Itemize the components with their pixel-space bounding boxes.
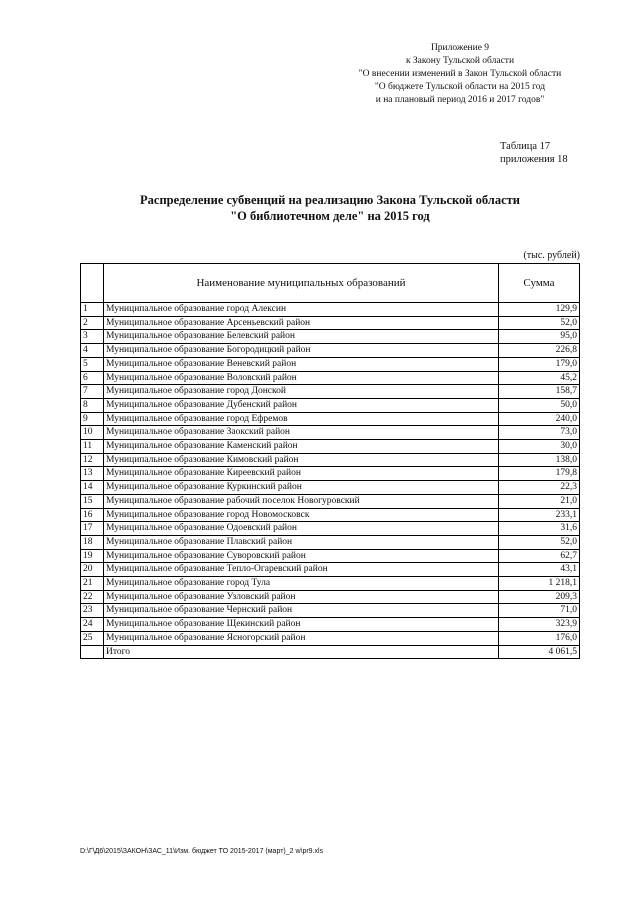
table-row xyxy=(81,590,580,604)
cell-sum: 22,3 xyxy=(499,481,580,495)
cell-name: Муниципальное образование город Ефремов xyxy=(104,412,499,426)
cell-num: 23 xyxy=(81,604,104,618)
cell-num: 16 xyxy=(81,508,104,522)
cell-num: 13 xyxy=(81,467,104,481)
cell-num: 14 xyxy=(81,481,104,495)
cell-num: 17 xyxy=(81,522,104,536)
cell-num: 18 xyxy=(81,535,104,549)
cell-sum: 73,0 xyxy=(499,426,580,440)
cell-name: Муниципальное образование Узловский район xyxy=(104,590,499,604)
cell-name: Муниципальное образование рабочий поселок Новогуровский xyxy=(104,494,499,508)
cell-num: 5 xyxy=(81,357,104,371)
cell-name: Муниципальное образование Киреевский район xyxy=(104,467,499,481)
table-row xyxy=(81,398,580,412)
cell-name: Муниципальное образование Чернский район xyxy=(104,604,499,618)
table-row xyxy=(81,604,580,618)
cell-name: Муниципальное образование Арсеньевский район xyxy=(104,316,499,330)
appendix-line: к Закону Тульской области xyxy=(405,56,515,66)
appendix-line: и на плановый период 2016 и 2017 годов" xyxy=(375,95,545,105)
table-header-row xyxy=(81,264,580,303)
cell-num: 1 xyxy=(81,303,104,317)
cell-name: Муниципальное образование Куркинский район xyxy=(104,481,499,495)
table-row xyxy=(81,453,580,467)
table-row xyxy=(81,494,580,508)
cell-name: Муниципальное образование Богородицкий район xyxy=(104,344,499,358)
table-row xyxy=(81,357,580,371)
cell-num xyxy=(81,645,104,659)
table-reference xyxy=(500,140,590,166)
cell-num: 22 xyxy=(81,590,104,604)
table-row xyxy=(81,344,580,358)
cell-sum: 50,0 xyxy=(499,398,580,412)
table-row xyxy=(81,316,580,330)
title-line-1: Распределение субвенций на реализацию Закона Тульской области xyxy=(140,193,520,207)
cell-sum: 43,1 xyxy=(499,563,580,577)
cell-sum: 179,0 xyxy=(499,357,580,371)
cell-name: Муниципальное образование Веневский район xyxy=(104,357,499,371)
cell-name: Муниципальное образование город Тула xyxy=(104,577,499,591)
cell-name: Муниципальное образование Дубенский район xyxy=(104,398,499,412)
cell-sum: 30,0 xyxy=(499,440,580,454)
document-title xyxy=(80,192,580,224)
table-row xyxy=(81,412,580,426)
appendix-line: Приложение 9 xyxy=(430,43,490,53)
cell-sum: 52,0 xyxy=(499,316,580,330)
cell-name: Муниципальное образование Тепло-Огаревский район xyxy=(104,563,499,577)
file-path-footer: D:\Г\Д6\2015\ЗАКОН\ЗАС_11\Изм. бюджет ТО 2015-2017 (март)_2 w\pr9.xls xyxy=(80,848,324,855)
cell-sum: 62,7 xyxy=(499,549,580,563)
table-row xyxy=(81,508,580,522)
cell-num: 3 xyxy=(81,330,104,344)
table-row xyxy=(81,330,580,344)
cell-sum: 240,0 xyxy=(499,412,580,426)
cell-num: 10 xyxy=(81,426,104,440)
appendix-line: "О бюджете Тульской области на 2015 год xyxy=(374,82,546,92)
cell-name: Муниципальное образование город Донской xyxy=(104,385,499,399)
cell-sum: 158,7 xyxy=(499,385,580,399)
cell-sum: 71,0 xyxy=(499,604,580,618)
table-row xyxy=(81,385,580,399)
cell-num: 21 xyxy=(81,577,104,591)
cell-name: Муниципальное образование Каменский район xyxy=(104,440,499,454)
cell-name: Муниципальное образование Воловский район xyxy=(104,371,499,385)
cell-name: Муниципальное образование Суворовский район xyxy=(104,549,499,563)
table-row xyxy=(81,481,580,495)
cell-name: Муниципальное образование Кимовский район xyxy=(104,453,499,467)
subsidy-table xyxy=(80,263,580,659)
cell-num: 19 xyxy=(81,549,104,563)
annex-number: приложения 18 xyxy=(500,154,568,165)
cell-num: 6 xyxy=(81,371,104,385)
appendix-line: "О внесении изменений в Закон Тульской области xyxy=(358,69,562,79)
cell-num: 8 xyxy=(81,398,104,412)
table-row xyxy=(81,577,580,591)
cell-num: 15 xyxy=(81,494,104,508)
table-row xyxy=(81,618,580,632)
header-sum: Сумма xyxy=(499,264,580,303)
total-row xyxy=(81,645,580,659)
total-sum: 4 061,5 xyxy=(499,645,580,659)
cell-name: Муниципальное образование Одоевский район xyxy=(104,522,499,536)
cell-num: 20 xyxy=(81,563,104,577)
cell-sum: 31,6 xyxy=(499,522,580,536)
table-row xyxy=(81,426,580,440)
table-row xyxy=(81,303,580,317)
cell-name: Муниципальное образование Ясногорский район xyxy=(104,631,499,645)
cell-name: Муниципальное образование Белевский район xyxy=(104,330,499,344)
cell-num: 4 xyxy=(81,344,104,358)
table-body xyxy=(81,303,580,659)
cell-sum: 129,9 xyxy=(499,303,580,317)
cell-sum: 52,0 xyxy=(499,535,580,549)
cell-name: Муниципальное образование город Новомосковск xyxy=(104,508,499,522)
cell-name: Муниципальное образование Заокский район xyxy=(104,426,499,440)
table-row xyxy=(81,467,580,481)
cell-sum: 209,3 xyxy=(499,590,580,604)
cell-num: 24 xyxy=(81,618,104,632)
table-row xyxy=(81,371,580,385)
cell-sum: 176,0 xyxy=(499,631,580,645)
cell-sum: 233,1 xyxy=(499,508,580,522)
cell-sum: 95,0 xyxy=(499,330,580,344)
cell-num: 2 xyxy=(81,316,104,330)
cell-sum: 323,9 xyxy=(499,618,580,632)
cell-sum: 179,8 xyxy=(499,467,580,481)
cell-num: 12 xyxy=(81,453,104,467)
appendix-header xyxy=(330,42,590,107)
cell-sum: 45,2 xyxy=(499,371,580,385)
cell-sum: 226,8 xyxy=(499,344,580,358)
cell-sum: 1 218,1 xyxy=(499,577,580,591)
title-line-2: "О библиотечном деле" на 2015 год xyxy=(230,209,430,223)
cell-num: 25 xyxy=(81,631,104,645)
cell-num: 11 xyxy=(81,440,104,454)
table-row xyxy=(81,563,580,577)
cell-num: 9 xyxy=(81,412,104,426)
total-label: Итого xyxy=(104,645,499,659)
units-label: (тыс. рублей) xyxy=(523,250,580,261)
table-row xyxy=(81,549,580,563)
table-row xyxy=(81,522,580,536)
cell-name: Муниципальное образование Щекинский район xyxy=(104,618,499,632)
cell-sum: 138,0 xyxy=(499,453,580,467)
header-num xyxy=(81,264,104,303)
table-number: Таблица 17 xyxy=(500,141,551,152)
table-row xyxy=(81,440,580,454)
header-name: Наименование муниципальных образований xyxy=(104,264,499,303)
cell-num: 7 xyxy=(81,385,104,399)
cell-sum: 21,0 xyxy=(499,494,580,508)
table-row xyxy=(81,631,580,645)
cell-name: Муниципальное образование Плавский район xyxy=(104,535,499,549)
cell-name: Муниципальное образование город Алексин xyxy=(104,303,499,317)
table-row xyxy=(81,535,580,549)
